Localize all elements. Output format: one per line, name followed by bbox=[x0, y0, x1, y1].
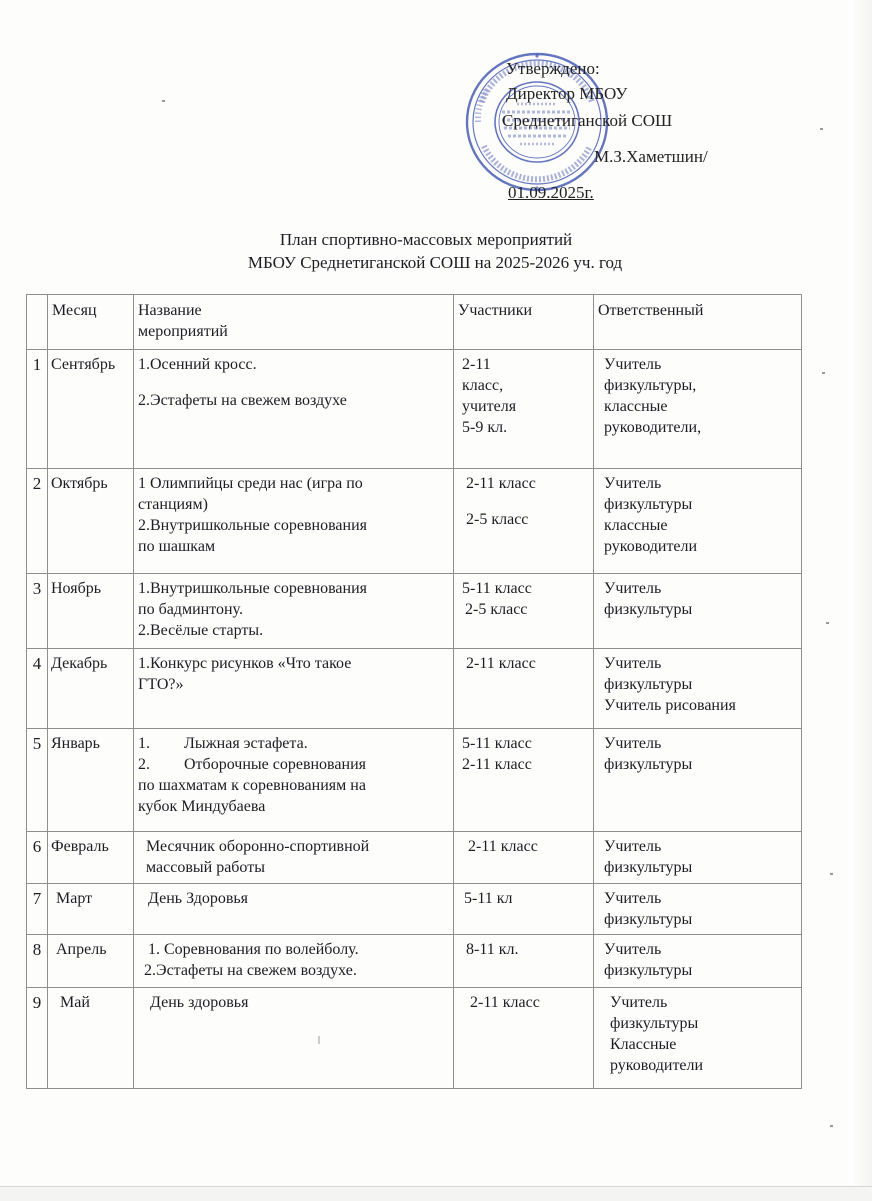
row-responsible bbox=[594, 574, 802, 649]
spacer bbox=[466, 494, 589, 509]
row-month: Январь bbox=[48, 729, 134, 832]
row-events bbox=[134, 649, 454, 729]
event-line: станциям) bbox=[138, 496, 208, 513]
document-title: План спортивно-массовых мероприятий bbox=[279, 230, 573, 249]
row-participants bbox=[454, 935, 594, 988]
event-line: 1 Олимпийцы среди нас (игра по bbox=[138, 475, 363, 492]
participants-line: 2-5 класс bbox=[465, 601, 528, 618]
responsible-line: физкультуры bbox=[604, 676, 693, 693]
row-number: 9 bbox=[27, 988, 48, 1089]
approval-label: Утверждено: bbox=[506, 59, 600, 78]
event-line: 2.Эстафеты на свежем воздухе bbox=[138, 392, 347, 409]
header-month bbox=[48, 295, 134, 350]
participants-line: 2-11 класс bbox=[466, 475, 536, 492]
participants-line: 5-11 кл bbox=[464, 890, 513, 907]
list-marker: 1. bbox=[138, 735, 150, 752]
participants-line: 5-9 кл. bbox=[462, 419, 508, 436]
header-event bbox=[134, 295, 454, 350]
responsible-line: физкультуры bbox=[610, 1015, 699, 1032]
participants-line: 2-5 класс bbox=[466, 511, 529, 528]
approval-position: Директор МБОУ bbox=[506, 84, 628, 103]
responsible-line: руководители bbox=[604, 538, 698, 555]
event-line bbox=[138, 733, 449, 754]
row-responsible bbox=[594, 988, 802, 1089]
scan-speck bbox=[830, 1125, 833, 1127]
event-line: по шахматам к соревнованиям на bbox=[138, 777, 366, 794]
responsible-line: Учитель bbox=[604, 941, 662, 958]
table-row bbox=[27, 350, 802, 469]
row-number: 4 bbox=[27, 649, 48, 729]
row-events bbox=[134, 729, 454, 832]
table-row bbox=[27, 884, 802, 935]
row-month: Март bbox=[48, 884, 134, 935]
event-line: 2.Весёлые старты. bbox=[138, 622, 264, 639]
scan-edge-right bbox=[850, 0, 872, 1200]
responsible-line: физкультуры bbox=[604, 496, 693, 513]
row-participants bbox=[454, 574, 594, 649]
scan-speck bbox=[162, 100, 165, 102]
row-participants bbox=[454, 469, 594, 574]
header-num bbox=[27, 295, 48, 350]
table-row bbox=[27, 729, 802, 832]
row-participants bbox=[454, 884, 594, 935]
responsible-line: физкультуры bbox=[604, 962, 693, 979]
table-row bbox=[27, 469, 802, 574]
participants-line: 2-11 bbox=[462, 356, 491, 373]
row-responsible bbox=[594, 884, 802, 935]
row-events bbox=[134, 935, 454, 988]
row-number: 5 bbox=[27, 729, 48, 832]
row-number: 3 bbox=[27, 574, 48, 649]
event-text: Отборочные соревнования bbox=[184, 756, 366, 773]
table-row bbox=[27, 649, 802, 729]
participants-line: класс, bbox=[462, 377, 504, 394]
row-participants bbox=[454, 832, 594, 884]
document-subtitle: МБОУ Среднетиганской СОШ на 2025-2026 уч. год bbox=[247, 253, 623, 272]
row-responsible bbox=[594, 350, 802, 469]
table-row bbox=[27, 832, 802, 884]
header-responsible-label: Ответственный bbox=[598, 302, 704, 319]
row-events bbox=[134, 469, 454, 574]
responsible-line: физкультуры, bbox=[604, 377, 697, 394]
responsible-line: классные bbox=[604, 517, 668, 534]
table-row bbox=[27, 574, 802, 649]
row-participants bbox=[454, 350, 594, 469]
table-header-row bbox=[27, 295, 802, 350]
event-line: 1.Конкурс рисунков «Что такое bbox=[138, 655, 352, 672]
row-participants bbox=[454, 729, 594, 832]
event-line: по бадминтону. bbox=[138, 601, 243, 618]
scan-speck bbox=[822, 372, 825, 374]
header-responsible bbox=[594, 295, 802, 350]
row-month: Декабрь bbox=[48, 649, 134, 729]
spacer bbox=[138, 375, 449, 390]
row-events bbox=[134, 350, 454, 469]
event-line: массовый работы bbox=[146, 859, 265, 876]
participants-line: 5-11 класс bbox=[462, 580, 532, 597]
event-line: 1.Внутришкольные соревнования bbox=[138, 580, 367, 597]
event-line: 1. Соревнования по волейболу. bbox=[148, 941, 359, 958]
row-month: Октябрь bbox=[48, 469, 134, 574]
row-month: Февраль bbox=[48, 832, 134, 884]
participants-line: 5-11 класс bbox=[462, 735, 532, 752]
row-responsible bbox=[594, 469, 802, 574]
approval-date: 01.09.2025г. bbox=[508, 183, 594, 202]
participants-line: 8-11 кл. bbox=[466, 941, 519, 958]
event-line: 1.Осенний кросс. bbox=[138, 356, 257, 373]
responsible-line: Учитель bbox=[604, 356, 662, 373]
row-responsible bbox=[594, 729, 802, 832]
responsible-line: физкультуры bbox=[604, 756, 693, 773]
header-event-line2: мероприятий bbox=[138, 323, 228, 340]
event-line: 2.Внутришкольные соревнования bbox=[138, 517, 367, 534]
row-number: 6 bbox=[27, 832, 48, 884]
approval-director-name: М.З.Хаметшин/ bbox=[594, 147, 708, 166]
row-number: 2 bbox=[27, 469, 48, 574]
responsible-line: руководители, bbox=[604, 419, 702, 436]
responsible-line: Учитель bbox=[610, 994, 668, 1011]
responsible-line: физкультуры bbox=[604, 601, 693, 618]
participants-line: 2-11 класс bbox=[470, 994, 540, 1011]
row-events bbox=[134, 988, 454, 1089]
row-events bbox=[134, 884, 454, 935]
row-participants bbox=[454, 649, 594, 729]
row-participants bbox=[454, 988, 594, 1089]
scan-speck bbox=[830, 873, 833, 875]
events-plan-table bbox=[26, 294, 802, 1089]
row-month: Ноябрь bbox=[48, 574, 134, 649]
row-number: 1 bbox=[27, 350, 48, 469]
row-number: 7 bbox=[27, 884, 48, 935]
event-line: кубок Миндубаева bbox=[138, 798, 266, 815]
event-line: Месячник оборонно-спортивной bbox=[146, 838, 370, 855]
responsible-line: классные bbox=[604, 398, 668, 415]
participants-line: 2-11 класс bbox=[462, 756, 532, 773]
responsible-line: физкультуры bbox=[604, 859, 693, 876]
responsible-line: руководители bbox=[610, 1057, 704, 1074]
row-responsible bbox=[594, 649, 802, 729]
row-events bbox=[134, 832, 454, 884]
row-month: Апрель bbox=[48, 935, 134, 988]
participants-line: учителя bbox=[462, 398, 517, 415]
table-row bbox=[27, 935, 802, 988]
scan-speck bbox=[318, 1036, 320, 1044]
event-line: ГТО?» bbox=[138, 676, 184, 693]
header-month-label: Месяц bbox=[52, 302, 97, 319]
responsible-line: Классные bbox=[610, 1036, 677, 1053]
scan-speck bbox=[826, 622, 829, 624]
approval-school: Среднетиганской СОШ bbox=[502, 111, 673, 130]
event-text: Лыжная эстафета. bbox=[184, 735, 308, 752]
scan-edge-bottom bbox=[0, 1186, 872, 1201]
responsible-line: Учитель bbox=[604, 890, 662, 907]
responsible-line: Учитель bbox=[604, 735, 662, 752]
row-number: 8 bbox=[27, 935, 48, 988]
row-events bbox=[134, 574, 454, 649]
event-line bbox=[138, 754, 449, 775]
scan-speck bbox=[820, 128, 823, 130]
responsible-line: Учитель bbox=[604, 475, 662, 492]
event-line: День Здоровья bbox=[148, 890, 249, 907]
event-line: 2.Эстафеты на свежем воздухе. bbox=[144, 962, 357, 979]
row-month: Май bbox=[48, 988, 134, 1089]
table-row bbox=[27, 988, 802, 1089]
list-marker: 2. bbox=[138, 756, 150, 773]
header-event-line1: Название bbox=[138, 302, 202, 319]
row-month: Сентябрь bbox=[48, 350, 134, 469]
row-responsible bbox=[594, 832, 802, 884]
event-line: День здоровья bbox=[150, 994, 249, 1011]
row-responsible bbox=[594, 935, 802, 988]
responsible-line: Учитель bbox=[604, 655, 662, 672]
responsible-line: физкультуры bbox=[604, 911, 693, 928]
header-participants-label: Участники bbox=[458, 302, 533, 319]
responsible-line: Учитель bbox=[604, 838, 662, 855]
event-line: по шашкам bbox=[138, 538, 216, 555]
responsible-line: Учитель bbox=[604, 580, 662, 597]
participants-line: 2-11 класс bbox=[466, 655, 536, 672]
header-participants bbox=[454, 295, 594, 350]
participants-line: 2-11 класс bbox=[468, 838, 538, 855]
responsible-line: Учитель рисования bbox=[604, 697, 736, 714]
